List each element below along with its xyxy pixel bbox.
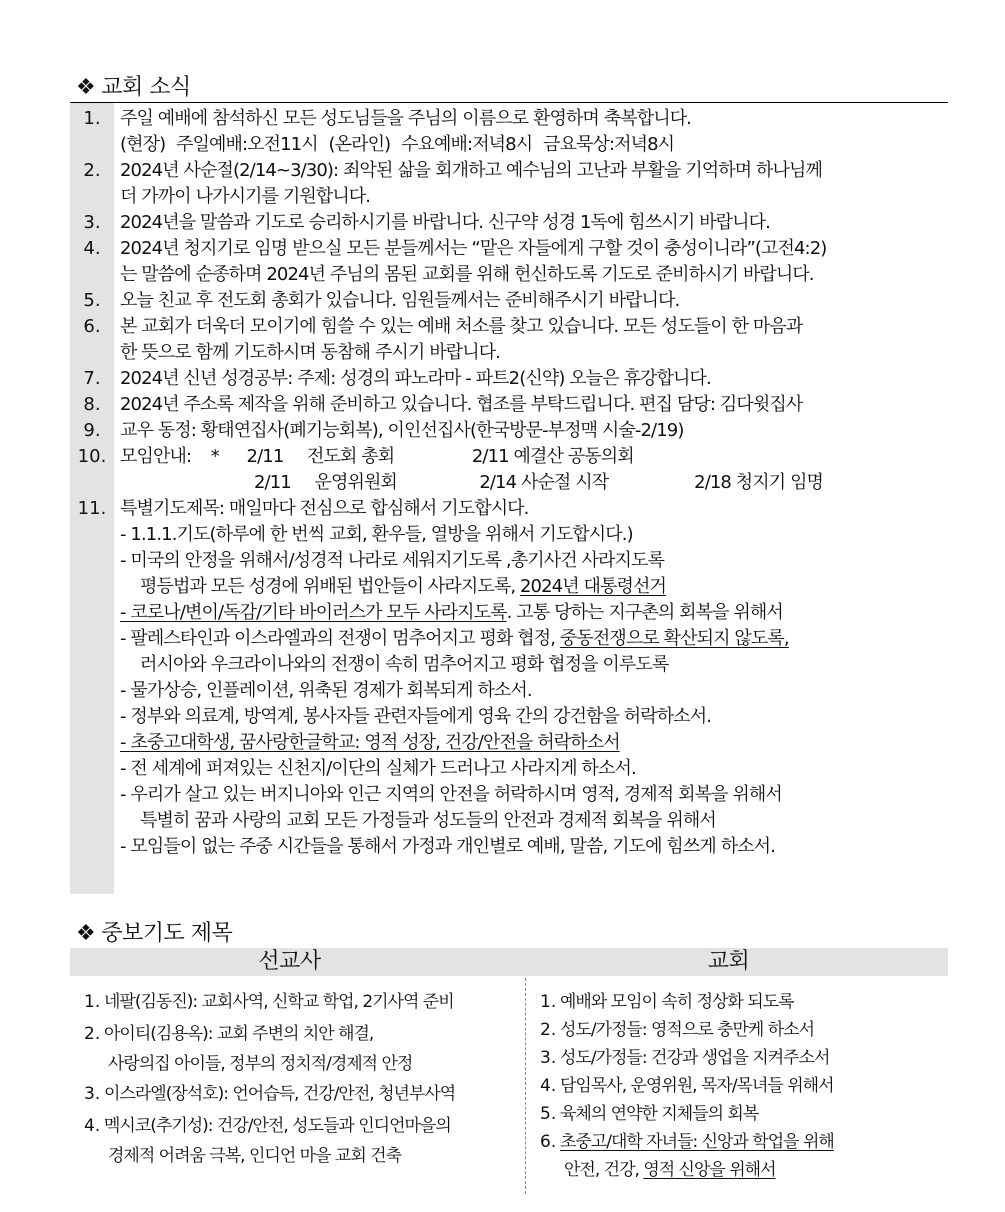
missionary-item-2: 2. 아이티(김용옥): 교회 주변의 치안 해결, bbox=[84, 1024, 374, 1044]
missionary-item-3: 3. 이스라엘(장석호): 언어습득, 건강/안전, 청년부사역 bbox=[84, 1084, 456, 1104]
column-divider bbox=[525, 978, 526, 1194]
church-item-2: 2. 성도/가정들: 영적으로 충만케 하소서 bbox=[540, 1020, 814, 1040]
news-item-1: 1. 주일 예배에 참석하신 모든 성도님들을 주님의 이름으로 환영하며 축복합니다. (현장) 주일예배:오전11시 (온라인) 수요예배:저녁8시 금요묵상:저녁8시 bbox=[83, 108, 692, 155]
church-item-1: 1. 예배와 모임이 속히 정상화 되도록 bbox=[540, 992, 794, 1012]
news-item-10: 10. 모임안내: * 2/11 전도회 총회 2/11 예결산 공동의회 2/11 운영위원회 2/14 사순절 시작 2/18 청지기 임명 bbox=[70, 444, 950, 496]
news-item-11: 11. 특별기도제목: 매일마다 전심으로 합심해서 기도합시다. - 1.1.1.기도(하루에 한 번씩 교회, 환우들, 열방을 위해서 기도합시다.) - 미국의 안정을 위해서/성경적 나라로 세워지기도록 ,총기사건 사라지도록 평등법과 모든 성경에 위배된 법안들이 사라지도록, 2024년 대통령선거 - 코로나/변이/독감/기타 바이러스가 모두 사라지도록. 고통 당하는 지구촌의 회복을 위해서 - 팔레스타인과 이스라엘과의 전쟁이 멈추어지고 평화 협정, 중동전쟁으로 확산되지 않도록, 러시아와 우크라이나와의 전쟁이 속히 멈추어지고 평화 협정을 이루도록 - 물가상승, 인플레이션, 위축된 경제가 회복되게 하소서. - 정부와 의료계, 방역계, 봉사자들 관련자들에게 영육 간의 강건함을 허락하소서. - 초중고대학생, 꿈사랑한글학교: 영적 성장, 건강/안전을 허락하소서 - 전 세계에 퍼져있는 신천지/이단의 실체가 드러나고 사라지게 하소서. - 우리가 살고 있는 버지니아와 인근 지역의 안전을 허락하시며 영적, 경제적 회복을 위해서 특별히 꿈과 사랑의 교회 모든 가정들과 성도들의 안전과 경제적 회복을 위해서 - 모임들이 없는 주중 시간들을 통해서 가정과 개인별로 예배, 말씀, 기도에 힘쓰게 하소서. bbox=[77, 498, 789, 857]
news-heading: ❖ 교회 소식 bbox=[76, 75, 191, 100]
church-item-4: 4. 담임목사, 운영위원, 목자/목녀들 위해서 bbox=[540, 1076, 834, 1096]
news-item-9: 9. 교우 동정: 황태연집사(폐기능회복), 이인선집사(한국방문-부정맥 시술-2/19) bbox=[83, 420, 684, 441]
news-item-3: 3. 2024년을 말씀과 기도로 승리하시기를 바랍니다. 신구약 성경 1독에 힘쓰시기 바랍니다. bbox=[83, 212, 770, 233]
news-item-8: 8. 2024년 주소록 제작을 위해 준비하고 있습니다. 협조를 부탁드립니다. 편집 담당: 김다윗집사 bbox=[83, 394, 803, 415]
church-item-5: 5. 육체의 연약한 지체들의 회복 bbox=[540, 1104, 759, 1124]
diamond-bullet-icon: ❖ bbox=[76, 921, 96, 946]
news-list bbox=[70, 106, 950, 860]
missionary-column-title: 선교사 bbox=[258, 949, 321, 974]
missionary-item-4: 4. 멕시코(추기성): 건강/안전, 성도들과 인디언마을의 bbox=[84, 1116, 451, 1136]
prayer-table-header bbox=[70, 948, 948, 976]
news-item-6: 6. 본 교회가 더욱더 모이기에 힘쓸 수 있는 예배 처소를 찾고 있습니다. 모든 성도들이 한 마음과 한 뜻으로 함께 기도하시며 동참해 주시기 바랍니다. bbox=[83, 316, 803, 363]
news-divider bbox=[70, 102, 948, 103]
church-column-title: 교회 bbox=[707, 949, 750, 974]
church-list: 1. 예배와 모임이 속히 정상화 되도록 2. 성도/가정들: 영적으로 충만케 하소서 3. 성도/가정들: 건강과 생업을 지켜주소서 4. 담임목사, 운영위원, 목자/목녀들 위해서 5. 육체의 연약한 지체들의 회복 6. 초중고/대학 자녀들: 신앙과 학업을 위해 안전, 건강, 영적 신앙을 위해서 bbox=[540, 988, 940, 1184]
church-item-6: 6. 초중고/대학 자녀들: 신앙과 학업을 위해 bbox=[540, 1132, 834, 1152]
church-item-3: 3. 성도/가정들: 건강과 생업을 지켜주소서 bbox=[540, 1048, 830, 1068]
meeting-row-1: 모임안내: * 2/11 전도회 총회 2/11 예결산 공동의회 bbox=[120, 446, 634, 467]
news-item-4: 4. 2024년 청지기로 임명 받으실 모든 분들께서는 “맡은 자들에게 구할 것이 충성이니라”(고전4:2) 는 말씀에 순종하며 2024년 주님의 몸된 교회를 위해 헌신하도록 기도로 준비하시기 바랍니다. bbox=[83, 238, 827, 285]
news-item-5: 5. 오늘 친교 후 전도회 총회가 있습니다. 임원들께서는 준비해주시기 바랍니다. bbox=[83, 290, 680, 311]
missionary-item-1: 1. 네팔(김동진): 교회사역, 신학교 학업, 2기사역 준비 bbox=[84, 992, 454, 1012]
news-item-2: 2. 2024년 사순절(2/14~3/30): 죄악된 삶을 회개하고 예수님의 고난과 부활을 기억하며 하나님께 더 가까이 나가시기를 기원합니다. bbox=[83, 160, 822, 207]
news-item-7: 7. 2024년 신년 성경공부: 주제: 성경의 파노라마 - 파트2(신약) 오늘은 휴강합니다. bbox=[83, 368, 711, 389]
prayer-heading: ❖ 중보기도 제목 bbox=[76, 921, 233, 946]
meeting-row-2: 2/11 운영위원회 2/14 사순절 시작 2/18 청지기 임명 bbox=[254, 472, 824, 493]
diamond-bullet-icon: ❖ bbox=[76, 75, 96, 100]
missionary-list: 1. 네팔(김동진): 교회사역, 신학교 학업, 2기사역 준비 2. 아이티(김용옥): 교회 주변의 치안 해결, 사랑의집 아이들, 정부의 정치적/경제적 안정 3. 이스라엘(장석호): 언어습득, 건강/안전, 청년부사역 4. 멕시코(추기성): 건강/안전, 성도들과 인디언마을의 경제적 어려움 극복, 인디언 마을 교회 건축 bbox=[84, 988, 520, 1170]
